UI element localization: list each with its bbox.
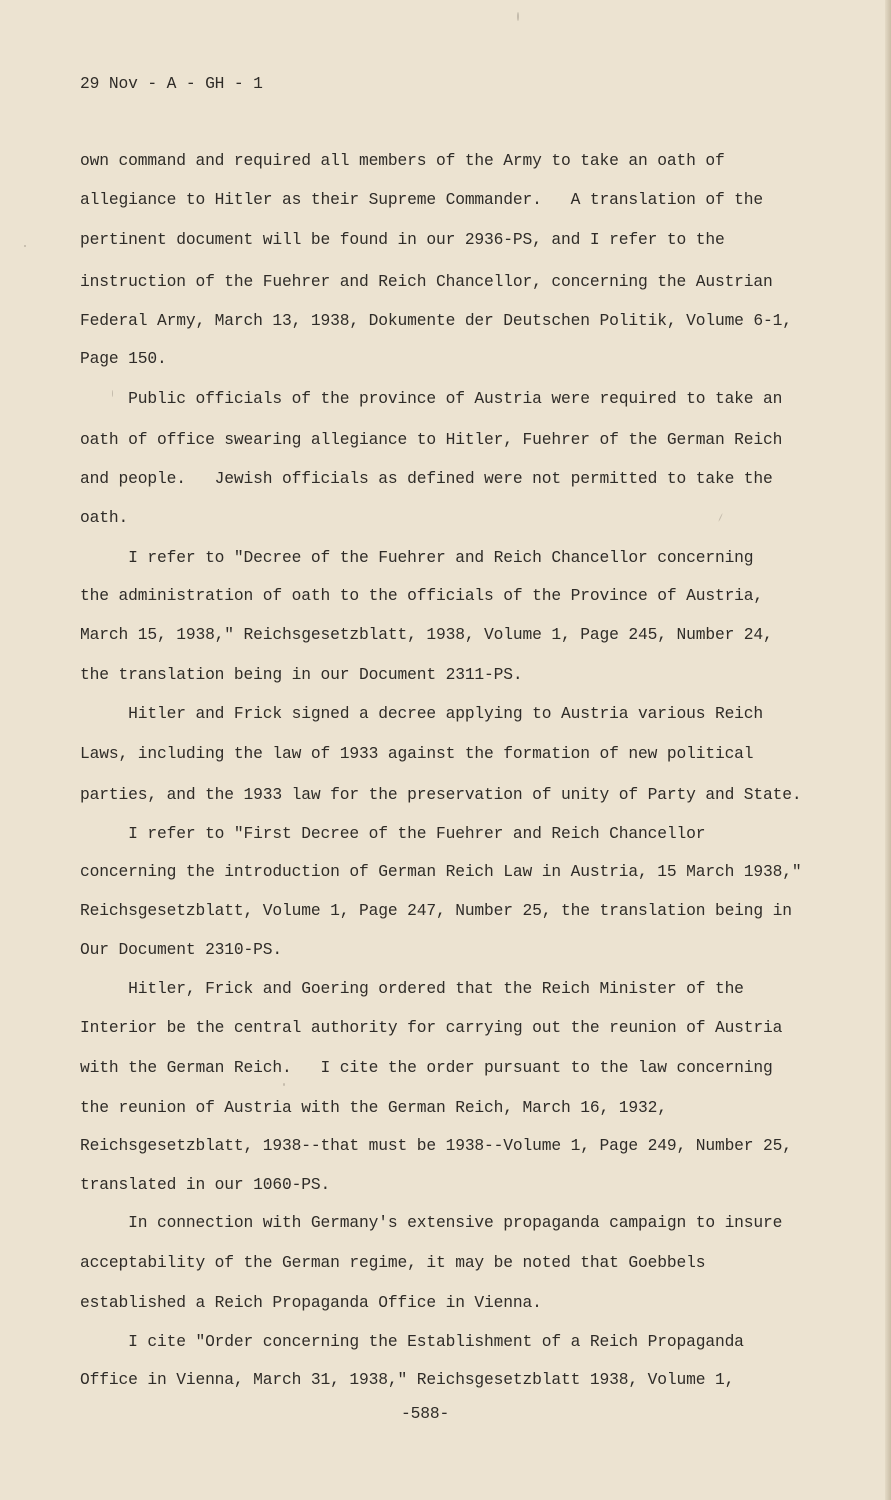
body-line: pertinent document will be found in our 2936-PS, and I refer to the [80,230,725,249]
body-line: parties, and the 1933 law for the preservation of unity of Party and State. [80,785,802,804]
body-line: Laws, including the law of 1933 against the formation of new political [80,744,754,763]
page-header: 29 Nov - A - GH - 1 [80,74,263,93]
body-line: and people. Jewish officials as defined were not permitted to take the [80,469,773,488]
body-line: Interior be the central authority for carrying out the reunion of Austria [80,1018,783,1037]
body-line: translated in our 1060-PS. [80,1175,331,1194]
paper-speck [283,1083,285,1086]
body-line: Federal Army, March 13, 1938, Dokumente der Deutschen Politik, Volume 6-1, [80,311,792,330]
body-line: the translation being in our Document 2311-PS. [80,665,523,684]
body-line: with the German Reich. I cite the order pursuant to the law concerning [80,1058,773,1077]
body-line: Reichsgesetzblatt, Volume 1, Page 247, Number 25, the translation being in [80,901,792,920]
body-line: March 15, 1938," Reichsgesetzblatt, 1938, Volume 1, Page 245, Number 24, [80,625,773,644]
body-line: Our Document 2310-PS. [80,940,283,959]
body-line: allegiance to Hitler as their Supreme Commander. A translation of the [80,190,764,209]
body-line: I refer to "Decree of the Fuehrer and Reich Chancellor concerning [80,548,754,567]
body-line: established a Reich Propaganda Office in Vienna. [80,1293,542,1312]
body-line: the administration of oath to the officials of the Province of Austria, [80,586,764,605]
body-line: oath. [80,508,129,527]
paper-speck [517,12,519,21]
body-line: In connection with Germany's extensive propaganda campaign to insure [80,1213,783,1232]
body-line: Hitler, Frick and Goering ordered that the Reich Minister of the [80,979,744,998]
body-line: oath of office swearing allegiance to Hitler, Fuehrer of the German Reich [80,430,783,449]
paper-speck [24,245,26,247]
body-line: Hitler and Frick signed a decree applying to Austria various Reich [80,704,764,723]
paper-speck [718,513,723,522]
body-line: acceptability of the German regime, it may be noted that Goebbels [80,1253,706,1272]
body-line: own command and required all members of the Army to take an oath of [80,151,725,170]
body-line: concerning the introduction of German Reich Law in Austria, 15 March 1938," [80,862,802,881]
body-line: Public officials of the province of Austria were required to take an [80,389,783,408]
body-line: I cite "Order concerning the Establishment of a Reich Propaganda [80,1332,744,1351]
body-line: the reunion of Austria with the German Reich, March 16, 1932, [80,1098,667,1117]
body-line: Office in Vienna, March 31, 1938," Reichsgesetzblatt 1938, Volume 1, [80,1370,735,1389]
body-line: Reichsgesetzblatt, 1938--that must be 1938--Volume 1, Page 249, Number 25, [80,1136,792,1155]
page-edge-shadow [885,0,891,1500]
paper-speck [112,390,113,397]
body-line: Page 150. [80,349,167,368]
body-line: I refer to "First Decree of the Fuehrer and Reich Chancellor [80,824,706,843]
page-number: -588- [401,1404,450,1423]
body-line: instruction of the Fuehrer and Reich Chancellor, concerning the Austrian [80,272,773,291]
